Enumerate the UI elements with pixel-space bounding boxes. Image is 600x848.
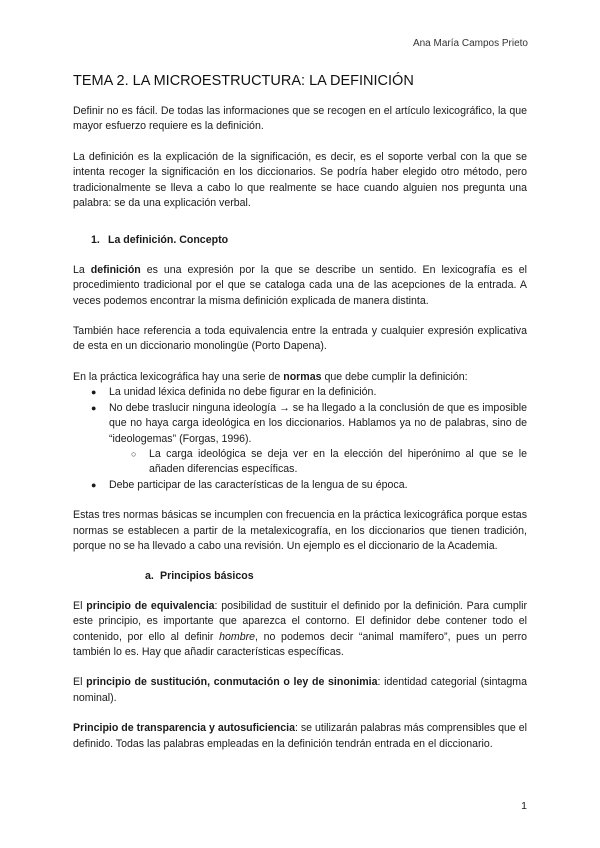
document-body [73,72,527,767]
subsection-a-title: Principios básicos [160,570,254,583]
section-1-number: 1. [91,234,100,247]
subst-post: : identidad categorial (sintagma nominal). [73,676,527,704]
transp-post: : se utilizarán palabras más comprensibles que el definido. Todas las palabras empleadas en la definición tendrán entrada en el diccionario. [73,722,527,750]
subst-pre: El [73,676,87,689]
equiv-pre: El [73,599,87,612]
transp-term: Principio de transparencia y autosuficiencia [73,722,295,735]
document-title: TEMA 2. LA MICROESTRUCTURA: LA DEFINICIÓN [73,73,414,89]
norm-text: La unidad léxica definida no debe figurar en la definición. [109,386,377,399]
norm-text: Debe participar de las características de la lengua de su época. [109,478,408,491]
list-item [91,478,527,493]
page-number: 1 [521,800,527,812]
definition-paragraph [73,263,527,309]
intro-paragraph-2: La definición es la explicación de la significación, es decir, es el soporte verbal con la que se intenta recoger la significación en los diccionarios. Se podría haber elegido otro método, pero tradicionalmente se lleva a cabo lo que realmente se hace cuando alguien nos pregunta una palabra: se da una explicación verbal. [73,150,527,210]
bullet-icon: ● [91,387,97,398]
section-1-heading [73,233,527,248]
section-1-title: La definición. Concepto [108,234,229,247]
definition-paragraph-pre: La [73,263,91,276]
norm-text: No debe traslucir ninguna ideología → se ha llegado a la conclusión de que es imposible que no haya carga ideológica en los diccionarios. Hablamos ya no de palabras, sino de “ideologemas” (Forgas, 1996). [109,401,527,445]
norms-conclusion-paragraph: Estas tres normas básicas se incumplen con frecuencia en la práctica lexicográfica porque estas normas se establecen a partir de la metalexicografía, en los diccionarios que tienen tradición, porque no se ha llevado a cabo una revisión. Un ejemplo es el diccionario de la Academia. [73,509,527,552]
subsection-a-letter: a. [145,570,154,583]
bullet-icon: ● [91,479,97,490]
norms-intro-post: que debe cumplir la definición: [321,370,468,383]
list-item [91,385,527,400]
subst-term: principio de sustitución, conmutación o ley de sinonimia [86,676,378,689]
norm-sub-text: La carga ideológica se deja ver en la elección del hiperónimo al que se le añaden diferencias específicas. [149,447,527,476]
list-item [131,447,527,478]
definition-term: definición [90,263,141,276]
circle-bullet-icon: ○ [131,448,137,459]
norms-list [73,385,527,493]
equivalence-principle-paragraph [73,599,527,661]
norms-intro-paragraph [73,370,527,385]
definition-paragraph-post: es una expresión por la que se describe un sentido. En lexicografía es el procedimiento tradicional por el que se cataloga cada una de las acepciones de la entrada. A veces podemos encontrar la misma definición explicada de manera distinta. [73,263,527,307]
list-item [91,401,527,478]
equivalence-paragraph: También hace referencia a toda equivalencia entre la entrada y cualquier expresión explicativa de esta en un diccionario monolingüe (Porto Dapena). [73,325,527,353]
equiv-post: , no podemos decir “animal mamífero”, pues un perro también lo es. Hay que añadir características específicas. [73,630,527,658]
subsection-a-heading [73,569,527,584]
intro-paragraph-1: Definir no es fácil. De todas las informaciones que se recogen en el artículo lexicográfico, la que mayor esfuerzo requiere es la definición. [73,105,527,133]
norm-sublist [109,447,527,478]
header-author: Ana María Campos Prieto [412,38,528,49]
equiv-example-word: hombre [219,630,256,643]
norms-term: normas [283,370,322,383]
equiv-term: principio de equivalencia [86,599,215,612]
substitution-principle-paragraph [73,675,527,706]
bullet-icon: ● [91,402,97,413]
transparency-principle-paragraph [73,721,527,752]
norms-intro-pre: En la práctica lexicográfica hay una serie de [73,370,284,383]
equiv-mid: : posibilidad de sustituir el definido por la definición. Para cumplir este principio, es importante que aparezca el contorno. El definidor debe contener todo el contenido, por ello al definir [73,599,527,643]
